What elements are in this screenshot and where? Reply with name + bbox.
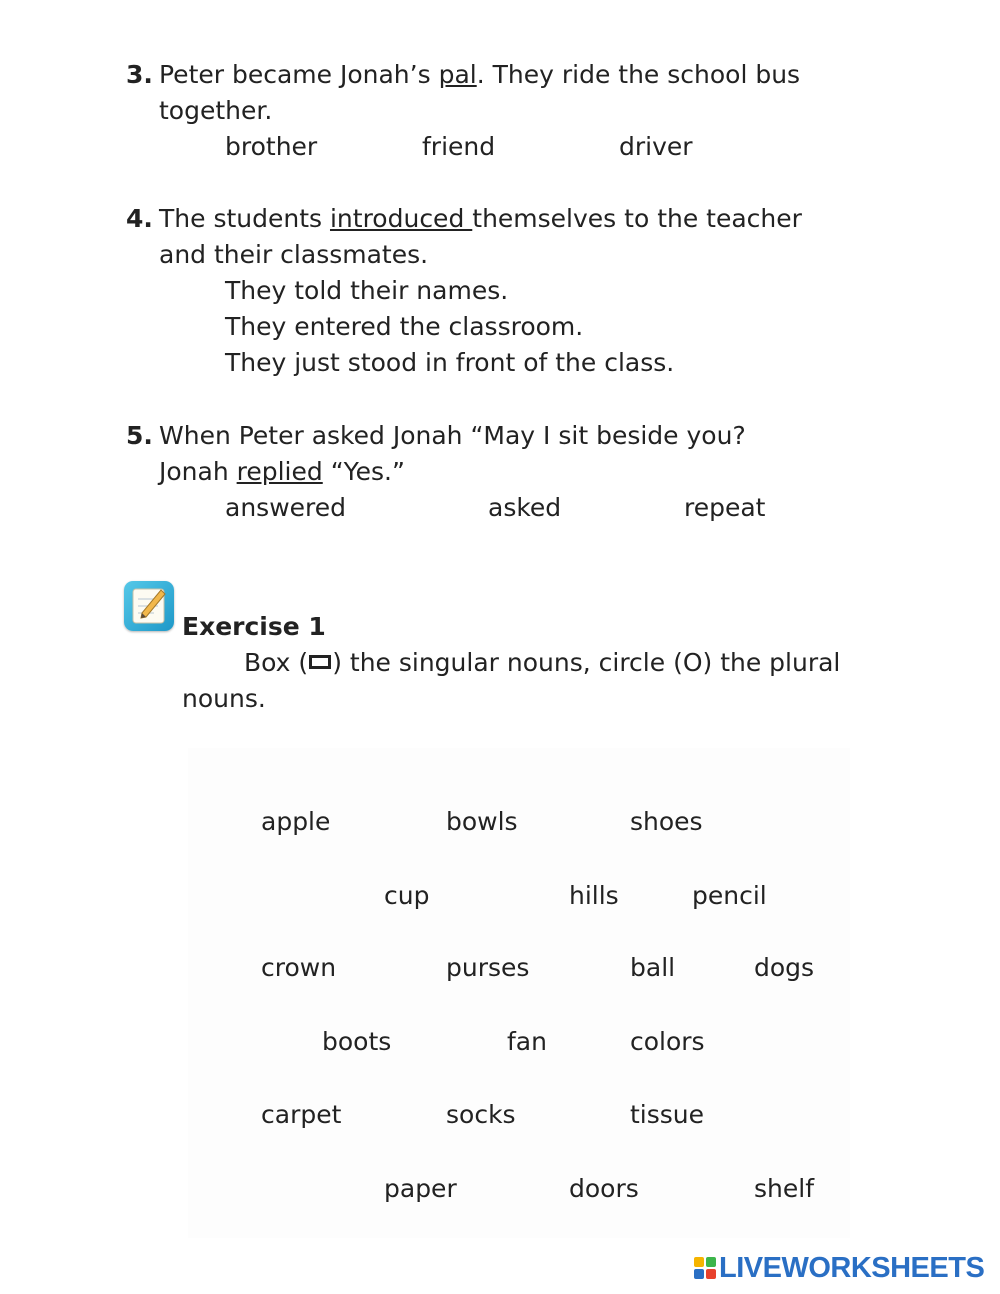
logo-square (706, 1257, 716, 1267)
underlined-word: pal (438, 60, 477, 89)
word-item[interactable]: fan (507, 1027, 547, 1056)
word-item[interactable]: paper (384, 1174, 457, 1203)
word-item[interactable]: carpet (261, 1100, 342, 1129)
question-3-options (126, 129, 926, 165)
question-5-options (126, 490, 926, 526)
liveworksheets-logo[interactable] (694, 1252, 984, 1284)
question-number: 3. (126, 60, 153, 89)
question-3-line1: 3. Peter became Jonah’s pal. They ride the school bus (126, 57, 926, 93)
option[interactable]: They entered the classroom. (225, 312, 584, 341)
word-item[interactable]: shoes (630, 807, 703, 836)
logo-square (694, 1269, 704, 1279)
question-4-line1: 4. The students introduced themselves to the teacher (126, 201, 926, 237)
exercise-title: Exercise 1 (182, 612, 326, 641)
underlined-word: replied (236, 457, 323, 486)
option[interactable]: They just stood in front of the class. (225, 348, 675, 377)
word-item[interactable]: doors (569, 1174, 639, 1203)
word-item[interactable]: dogs (754, 953, 815, 982)
word-item[interactable]: hills (569, 881, 619, 910)
word-item[interactable]: apple (261, 807, 331, 836)
word-item[interactable]: ball (630, 953, 676, 982)
option[interactable]: brother (225, 132, 318, 161)
notepad-pencil-icon (124, 581, 174, 631)
question-5-line2: Jonah replied “Yes.” (159, 457, 405, 486)
question-4-line2: and their classmates. (159, 240, 429, 269)
word-item[interactable]: purses (446, 953, 530, 982)
option[interactable]: driver (619, 132, 693, 161)
question-3 (126, 57, 926, 165)
question-5 (126, 418, 926, 526)
box-symbol-icon (309, 655, 331, 669)
word-item[interactable]: pencil (692, 881, 767, 910)
logo-grid-icon (694, 1257, 716, 1279)
logo-square (694, 1257, 704, 1267)
word-item[interactable]: tissue (630, 1100, 705, 1129)
option[interactable]: They told their names. (225, 276, 509, 305)
question-number: 4. (126, 204, 153, 233)
word-item[interactable]: cup (384, 881, 430, 910)
question-4 (126, 201, 926, 381)
option[interactable]: asked (488, 493, 562, 522)
word-item[interactable]: socks (446, 1100, 516, 1129)
logo-text: LIVEWORKSHEETS (719, 1251, 985, 1284)
option[interactable]: repeat (684, 493, 766, 522)
exercise-instruction: Box ( ) the singular nouns, circle (O) the plural nouns. (182, 648, 841, 713)
question-3-line2: together. (159, 96, 273, 125)
question-number: 5. (126, 421, 153, 450)
option[interactable]: friend (422, 132, 496, 161)
word-item[interactable]: shelf (754, 1174, 814, 1203)
word-item[interactable]: boots (322, 1027, 392, 1056)
question-5-line1: 5. When Peter asked Jonah “May I sit beside you? (126, 418, 926, 454)
option[interactable]: answered (225, 493, 346, 522)
logo-square (706, 1269, 716, 1279)
word-item[interactable]: colors (630, 1027, 705, 1056)
word-item[interactable]: crown (261, 953, 337, 982)
underlined-word: introduced (329, 204, 473, 233)
word-item[interactable]: bowls (446, 807, 518, 836)
